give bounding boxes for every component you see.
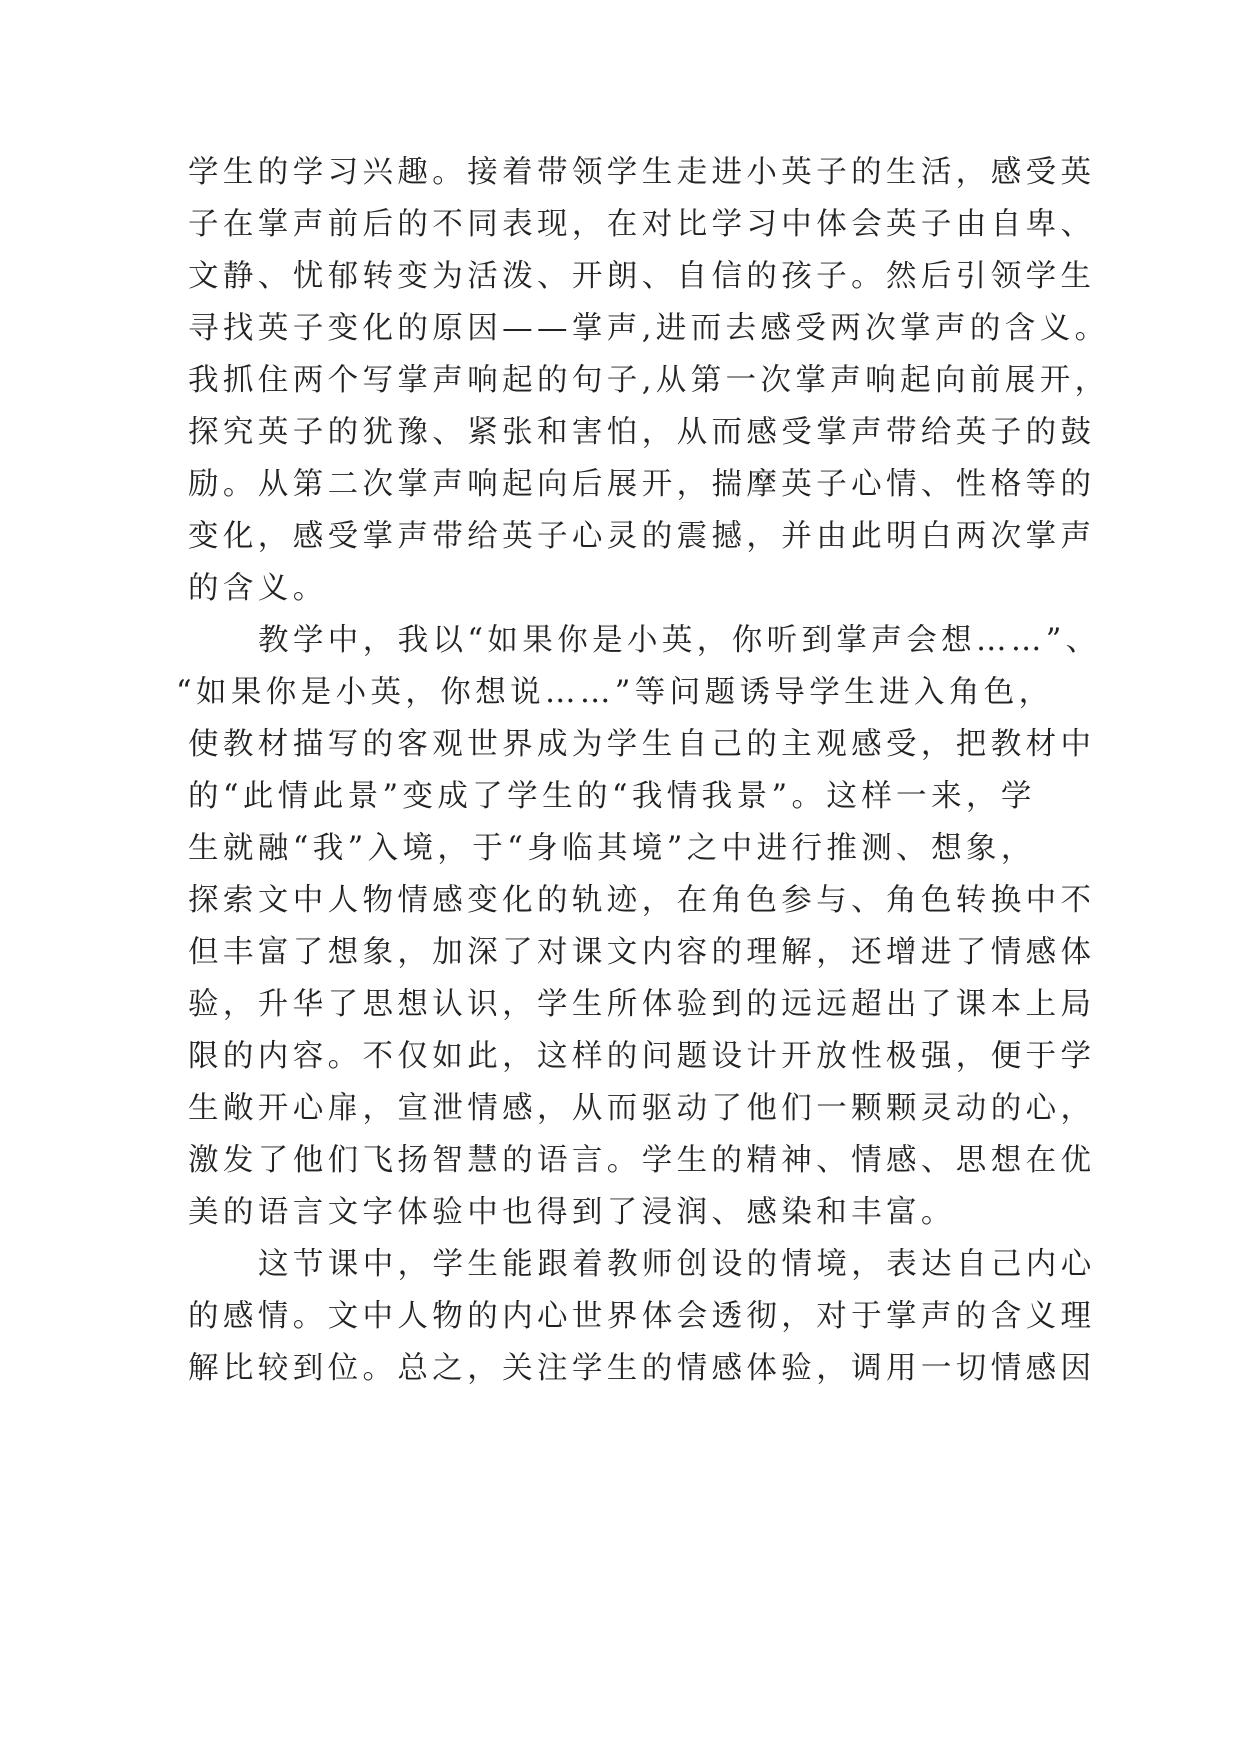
text-line: 生就融“我”入境，于“身临其境”之中进行推测、想象， bbox=[188, 831, 1036, 866]
text-line: 激发了他们飞扬智慧的语言。学生的精神、情感、思想在优 bbox=[188, 1143, 1096, 1178]
text-line: 学生的学习兴趣。接着带领学生走进小英子的生活，感受英 bbox=[188, 155, 1096, 190]
text-line: 的感情。文中人物的内心世界体会透彻，对于掌声的含义理 bbox=[188, 1299, 1096, 1334]
text-line: 寻找英子变化的原因——掌声,进而去感受两次掌声的含义。 bbox=[188, 311, 1110, 346]
text-line: 但丰富了想象，加深了对课文内容的理解，还增进了情感体 bbox=[188, 935, 1096, 970]
text-line: 限的内容。不仅如此，这样的问题设计开放性极强，便于学 bbox=[188, 1039, 1096, 1074]
paragraph-first-line: 这节课中，学生能跟着教师创设的情境，表达自己内心 bbox=[258, 1247, 1096, 1282]
text-line: 励。从第二次掌声响起向后展开，揣摩英子心情、性格等的 bbox=[188, 467, 1096, 502]
text-line: 验，升华了思想认识，学生所体验到的远远超出了课本上局 bbox=[188, 987, 1096, 1022]
text-line: 文静、忧郁转变为活泼、开朗、自信的孩子。然后引领学生 bbox=[188, 259, 1096, 294]
text-line: 使教材描写的客观世界成为学生自己的主观感受，把教材中 bbox=[188, 727, 1096, 762]
text-line: “如果你是小英，你想说……”等问题诱导学生进入角色， bbox=[176, 675, 1054, 710]
paragraph-first-line: 教学中，我以“如果你是小英，你听到掌声会想……”、 bbox=[258, 623, 1101, 658]
text-line: 探索文中人物情感变化的轨迹，在角色参与、角色转换中不 bbox=[188, 883, 1096, 918]
text-line: 的“此情此景”变成了学生的“我情我景”。这样一来，学 bbox=[188, 779, 1036, 814]
text-line: 子在掌声前后的不同表现，在对比学习中体会英子由自卑、 bbox=[188, 207, 1096, 242]
text-line: 的含义。 bbox=[188, 571, 328, 606]
text-line: 变化，感受掌声带给英子心灵的震撼，并由此明白两次掌声 bbox=[188, 519, 1096, 554]
text-line: 美的语言文字体验中也得到了浸润、感染和丰富。 bbox=[188, 1195, 956, 1230]
text-line: 探究英子的犹豫、紧张和害怕，从而感受掌声带给英子的鼓 bbox=[188, 415, 1096, 450]
text-line: 解比较到位。总之，关注学生的情感体验，调用一切情感因 bbox=[188, 1351, 1096, 1386]
text-line: 我抓住两个写掌声响起的句子,从第一次掌声响起向前展开， bbox=[188, 363, 1110, 398]
text-line: 生敞开心扉，宣泄情感，从而驱动了他们一颗颗灵动的心， bbox=[188, 1091, 1096, 1126]
